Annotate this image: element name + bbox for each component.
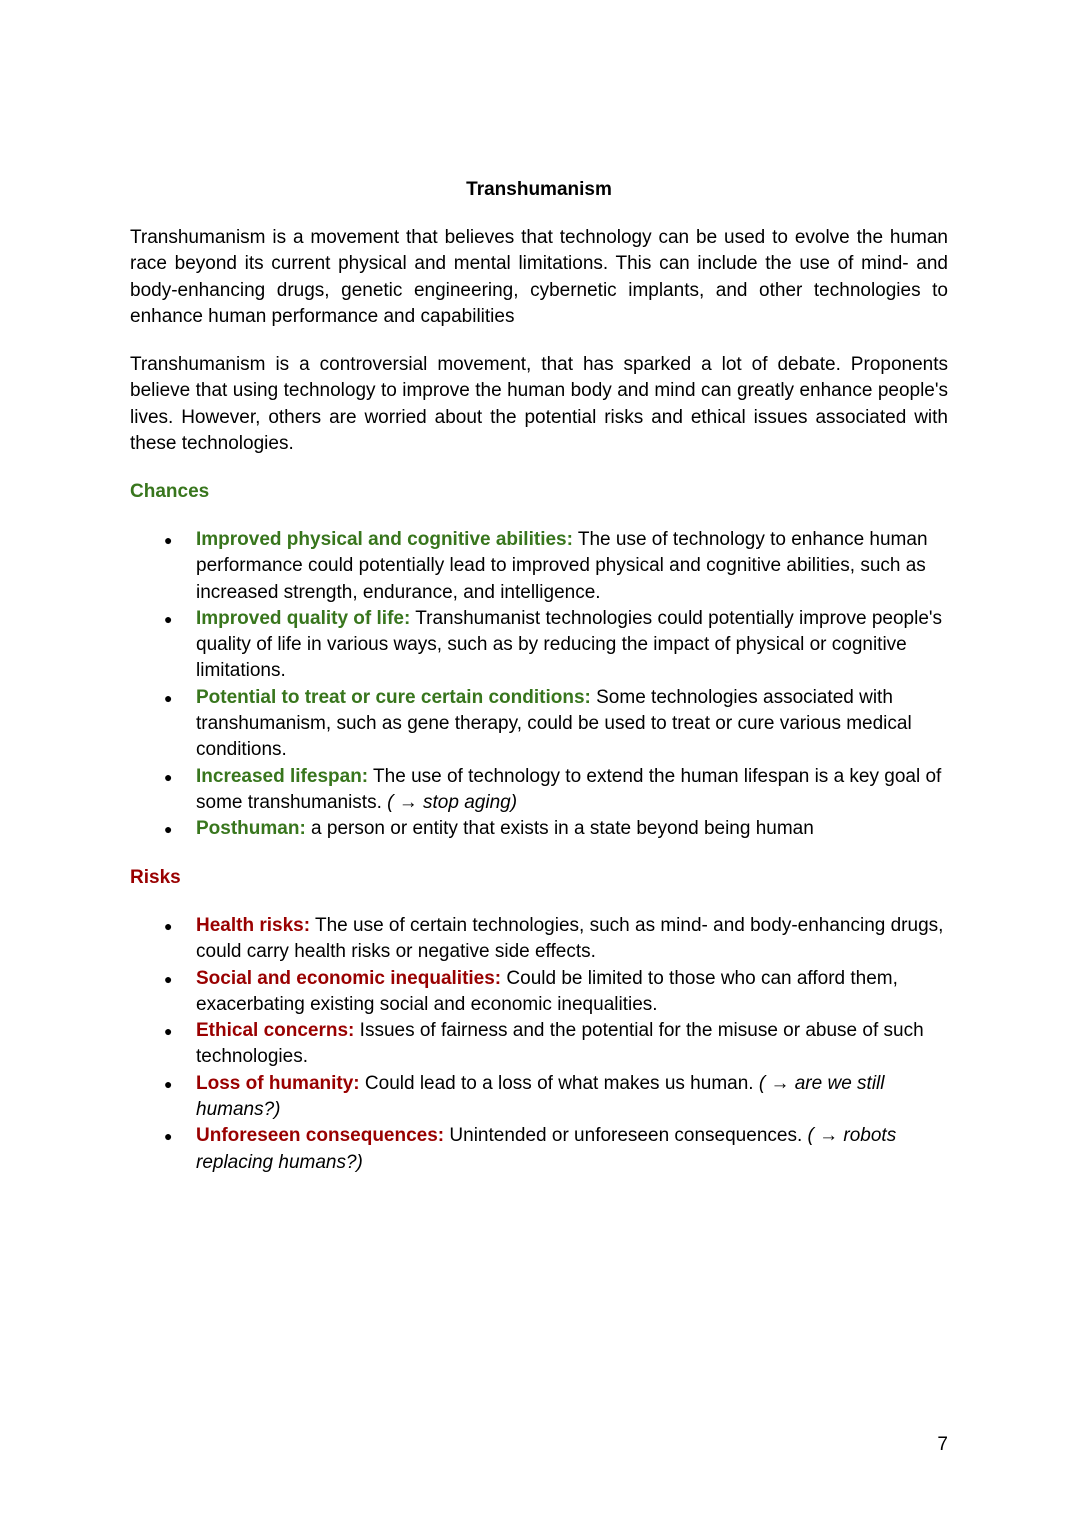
risks-list-item xyxy=(196,966,948,1019)
risks-list-item xyxy=(196,1018,948,1071)
chances-item-lead: Increased lifespan: xyxy=(196,765,369,787)
risks-list xyxy=(130,913,948,1176)
chances-item-text: Some technologies associated with transhumanism, such as gene therapy, could be used to treat or cure various medical conditions. xyxy=(196,686,912,761)
risks-item-text: Could lead to a loss of what makes us human. xyxy=(359,1072,759,1094)
chances-section xyxy=(130,527,948,843)
risks-list-item xyxy=(196,1123,948,1176)
page-number: 7 xyxy=(937,1434,948,1455)
risks-item-lead: Health risks: xyxy=(196,915,311,936)
risks-heading: Risks xyxy=(130,867,181,888)
chances-list-item xyxy=(196,764,948,817)
risks-item-lead: Unforeseen consequences: xyxy=(196,1125,445,1147)
risks-item-note: ( → robots replacing humans?) xyxy=(196,1125,897,1173)
risks-item-text: Could be limited to those who can afford them, exacerbating existing social and economic inequalities. xyxy=(196,967,898,1015)
chances-heading: Chances xyxy=(130,481,210,502)
intro-paragraph: Transhumanism is a movement that believes that technology can be used to evolve the human race beyond its current physical and mental limitations. This can include the use of mind- and body-enhancing drugs, genetic engineering, cybernetic implants, and other technologies to enhance human performance and capabilities xyxy=(130,227,948,327)
risks-list-item xyxy=(196,913,948,966)
risks-list-item xyxy=(196,1071,948,1124)
chances-item-lead: Posthuman: xyxy=(196,818,306,840)
chances-list-item xyxy=(196,527,948,606)
chances-item-lead: Improved physical and cognitive abilities: xyxy=(196,529,573,550)
chances-list-item xyxy=(196,685,948,764)
risks-item-lead: Social and economic inequalities: xyxy=(196,967,502,989)
debate-paragraph: Transhumanism is a controversial movement, that has sparked a lot of debate. Proponents believe that using technology to improve the human body and mind can greatly enhance people's lives. However, others are worried about the potential risks and ethical issues associated with these technologies. xyxy=(130,354,948,454)
risks-item-lead: Loss of humanity: xyxy=(196,1072,360,1094)
chances-item-text: The use of technology to extend the human lifespan is a key goal of some transhumanists. xyxy=(196,765,942,813)
chances-item-lead: Improved quality of life: xyxy=(196,607,411,629)
chances-item-note: ( → stop aging) xyxy=(387,791,518,813)
chances-list xyxy=(130,527,948,843)
risks-item-text: The use of certain technologies, such as mind- and body-enhancing drugs, could carry health risks or negative side effects. xyxy=(196,915,944,963)
chances-list-item xyxy=(196,816,948,842)
chances-item-lead: Potential to treat or cure certain conditions: xyxy=(196,686,591,708)
chances-list-item xyxy=(196,606,948,685)
risks-item-lead: Ethical concerns: xyxy=(196,1020,355,1042)
risks-item-text: Unintended or unforeseen consequences. xyxy=(444,1125,808,1147)
chances-item-text: The use of technology to enhance human performance could potentially lead to improved physical and cognitive abilities, such as increased strength, endurance, and intelligence. xyxy=(196,529,928,603)
chances-item-text: a person or entity that exists in a state beyond being human xyxy=(305,818,814,840)
chances-item-text: Transhumanist technologies could potentially improve people's quality of life in various ways, such as by reducing the impact of physical or cognitive limitations. xyxy=(196,607,943,682)
risks-section xyxy=(130,913,948,1176)
risks-item-note: ( → are we still humans?) xyxy=(196,1072,885,1121)
risks-item-text: Issues of fairness and the potential for the misuse or abuse of such technologies. xyxy=(196,1020,924,1068)
page-title: Transhumanism xyxy=(466,179,612,200)
